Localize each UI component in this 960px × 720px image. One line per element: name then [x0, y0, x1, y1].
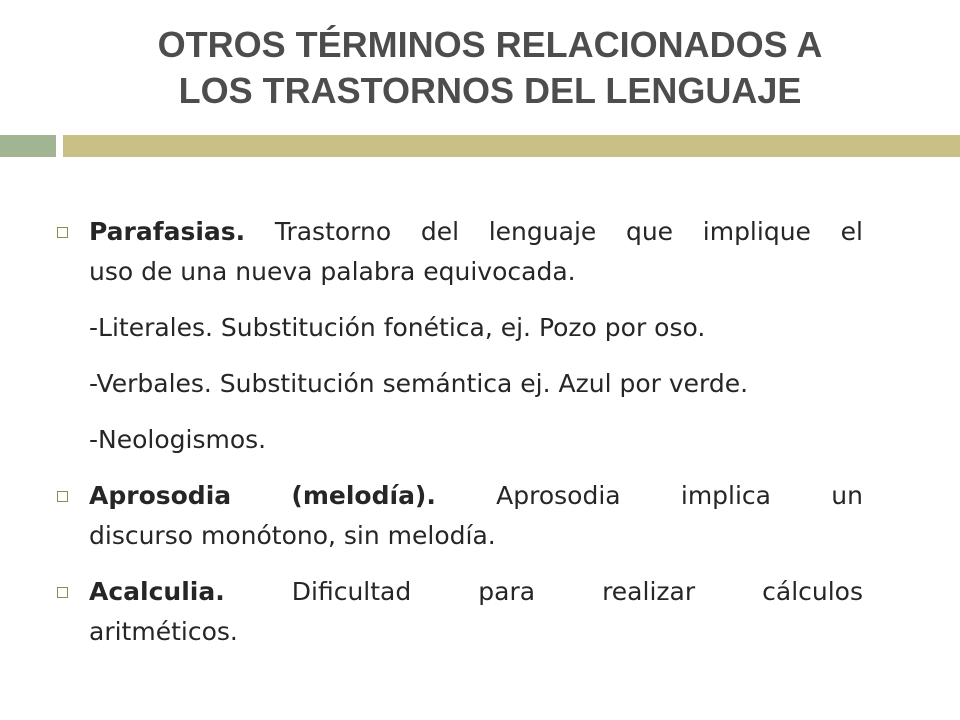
item-line-1: [89, 572, 863, 612]
subitem-literales: -Literales. Substitución fonética, ej. Pozo por oso.: [89, 313, 706, 342]
item-line-1: [89, 212, 863, 252]
word: cálculos: [762, 577, 863, 606]
item-line-1: [89, 476, 863, 516]
subitem-verbales: -Verbales. Substitución semántica ej. Azul por verde.: [89, 369, 749, 398]
item-line-2: uso de una nueva palabra equivocada.: [89, 257, 576, 286]
square-bullet-icon: [57, 491, 68, 502]
slide-content: [55, 212, 863, 652]
title-line-2: LOS TRASTORNOS DEL LENGUAJE: [178, 70, 802, 111]
term-acalculia: Acalculia.: [89, 577, 225, 606]
word: Aprosodia: [496, 481, 621, 510]
bullet-item-acalculia: [55, 572, 863, 652]
word: el: [840, 217, 863, 246]
word: del: [420, 217, 460, 246]
title-line-1: OTROS TÉRMINOS RELACIONADOS A: [157, 24, 823, 65]
item-line-2: discurso monótono, sin melodía.: [89, 521, 496, 550]
word: lenguaje: [488, 217, 597, 246]
word: implique: [702, 217, 811, 246]
word: que: [625, 217, 674, 246]
item-line-2: aritméticos.: [89, 617, 238, 646]
slide-title: [60, 22, 920, 114]
decorative-bar-left: [0, 135, 56, 157]
term-aprosodia: Aprosodia: [89, 481, 232, 510]
subitem-neologismos: -Neologismos.: [89, 425, 267, 454]
word: realizar: [602, 577, 696, 606]
square-bullet-icon: [57, 587, 68, 598]
word: un: [831, 481, 863, 510]
term-melodia: (melodía).: [291, 481, 436, 510]
word: implica: [680, 481, 771, 510]
decorative-bar-right: [63, 135, 960, 157]
word: para: [478, 577, 536, 606]
term-parafasias: Parafasias.: [89, 217, 246, 246]
bullet-item-aprosodia: [55, 476, 863, 556]
word: Trastorno: [274, 217, 392, 246]
square-bullet-icon: [57, 227, 68, 238]
word: Dificultad: [291, 577, 412, 606]
bullet-item-parafasias: [55, 212, 863, 292]
